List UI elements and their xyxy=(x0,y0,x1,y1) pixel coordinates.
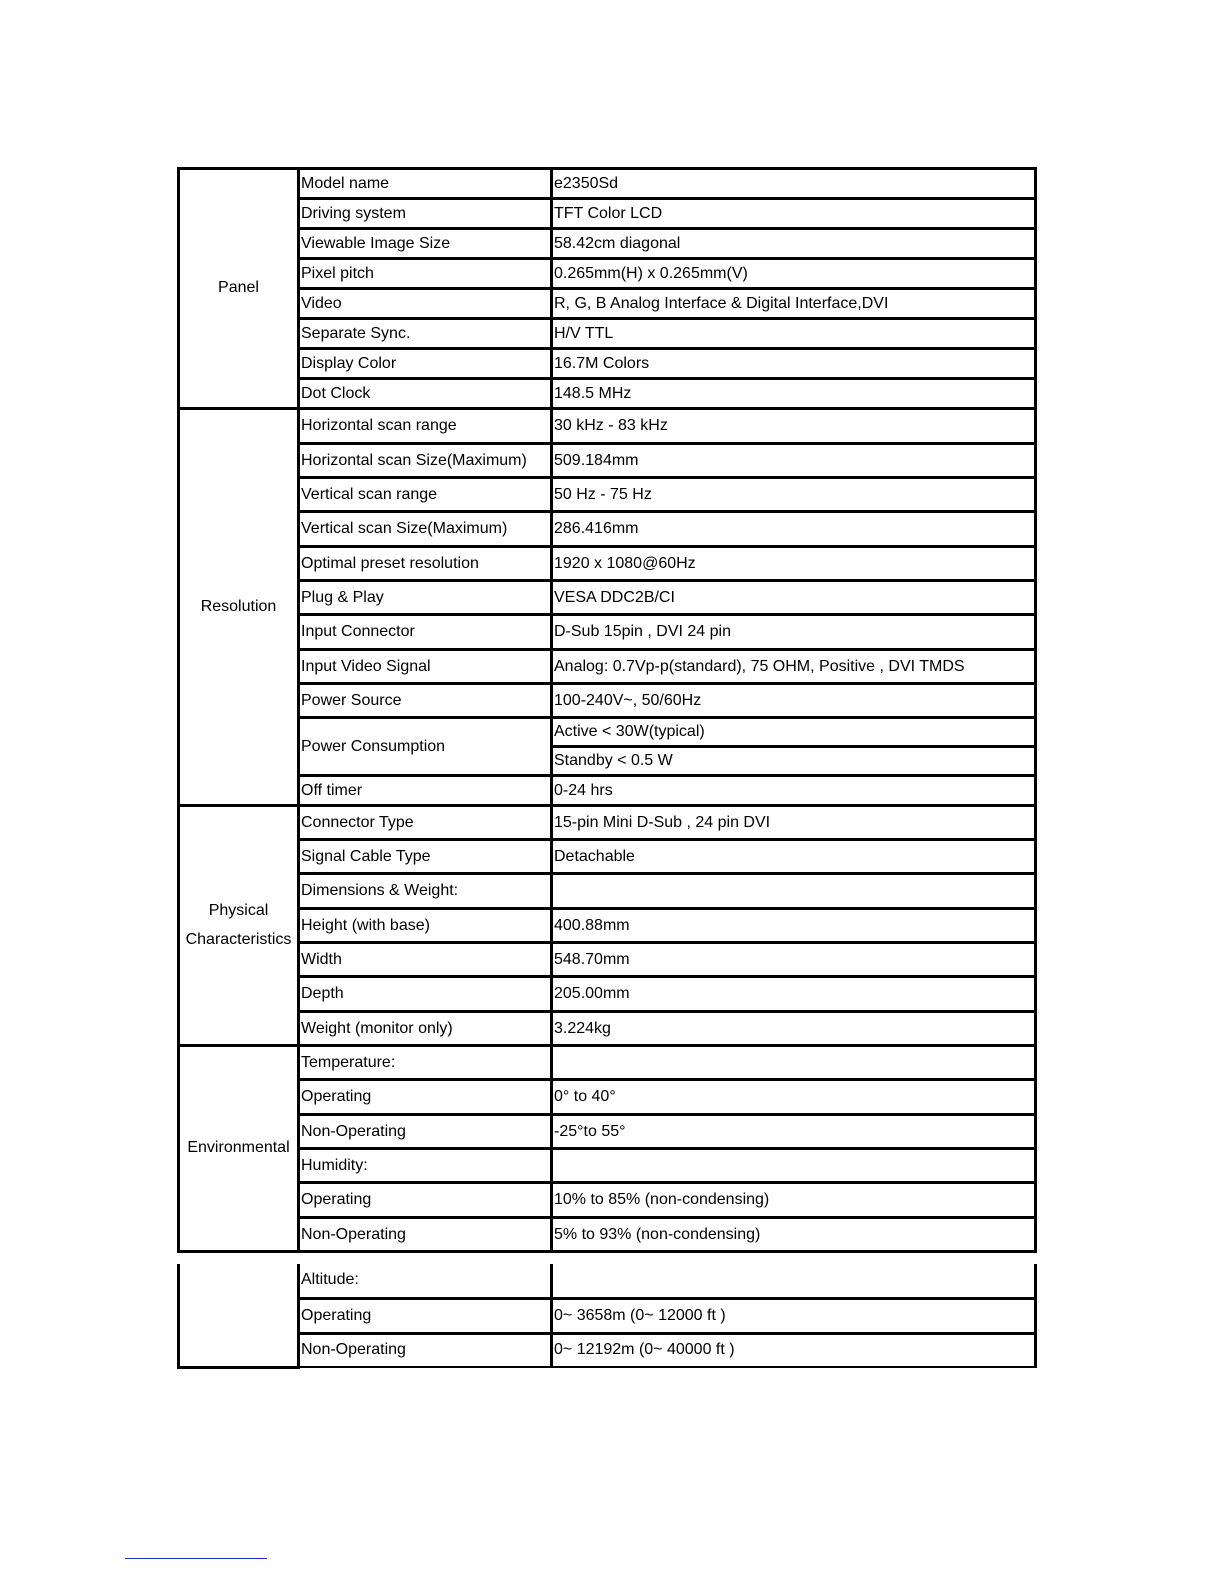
spec-value: 0-24 hrs xyxy=(552,776,1036,806)
spec-label: Non-Operating xyxy=(299,1333,552,1367)
spec-value: 0~ 3658m (0~ 12000 ft ) xyxy=(552,1298,1036,1333)
category-line: Physical xyxy=(208,901,269,919)
table-row xyxy=(179,1012,1036,1046)
category-empty xyxy=(179,1264,299,1367)
spec-value: 148.5 MHz xyxy=(552,379,1036,409)
spec-value: Standby < 0.5 W xyxy=(552,747,1036,776)
spec-label: Vertical scan range xyxy=(299,478,552,512)
spec-value: 548.70mm xyxy=(552,943,1036,977)
spec-value: R, G, B Analog Interface & Digital Interface,DVI xyxy=(552,289,1036,319)
spec-label: Separate Sync. xyxy=(299,319,552,349)
spec-label: Horizontal scan Size(Maximum) xyxy=(299,444,552,478)
spec-value xyxy=(552,874,1036,909)
spec-value: VESA DDC2B/CI xyxy=(552,581,1036,615)
table-row xyxy=(179,229,1036,259)
spec-value: 400.88mm xyxy=(552,909,1036,943)
table-row xyxy=(179,1115,1036,1149)
spec-label: Off timer xyxy=(299,776,552,806)
spec-label: Input Video Signal xyxy=(299,650,552,684)
table-row xyxy=(179,169,1036,199)
spec-label: Temperature: xyxy=(299,1046,552,1080)
table-row xyxy=(179,909,1036,943)
category-line: Characteristics xyxy=(185,930,292,948)
table-row xyxy=(179,199,1036,229)
table-row xyxy=(179,1298,1036,1333)
table-row xyxy=(179,1333,1036,1367)
table-row xyxy=(179,1080,1036,1115)
spec-value: 16.7M Colors xyxy=(552,349,1036,379)
spec-label: Width xyxy=(299,943,552,977)
spec-value: e2350Sd xyxy=(552,169,1036,199)
spec-value: 100-240V~, 50/60Hz xyxy=(552,684,1036,718)
table-row xyxy=(179,444,1036,478)
spec-value: 0° to 40° xyxy=(552,1080,1036,1115)
table-row xyxy=(179,977,1036,1012)
spec-label: Dimensions & Weight: xyxy=(299,874,552,909)
spec-label: Operating xyxy=(299,1183,552,1218)
spec-value: 30 kHz - 83 kHz xyxy=(552,409,1036,444)
spec-value: Detachable xyxy=(552,840,1036,874)
category-environmental: Environmental xyxy=(179,1046,299,1252)
spec-label: Viewable Image Size xyxy=(299,229,552,259)
spec-label: Weight (monitor only) xyxy=(299,1012,552,1046)
spec-label: Power Source xyxy=(299,684,552,718)
table-row xyxy=(179,349,1036,379)
spec-value: 286.416mm xyxy=(552,512,1036,547)
category-panel: Panel xyxy=(179,169,299,409)
spec-value: 205.00mm xyxy=(552,977,1036,1012)
category-physical xyxy=(179,806,299,1046)
table-row xyxy=(179,874,1036,909)
table-row xyxy=(179,943,1036,977)
footer-link-underline xyxy=(125,1558,267,1559)
table-row xyxy=(179,1149,1036,1183)
table-row xyxy=(179,478,1036,512)
spec-value: H/V TTL xyxy=(552,319,1036,349)
table-row xyxy=(179,615,1036,650)
spec-label: Non-Operating xyxy=(299,1218,552,1252)
table-row xyxy=(179,776,1036,806)
spec-value: Active < 30W(typical) xyxy=(552,718,1036,747)
spec-label: Height (with base) xyxy=(299,909,552,943)
spec-label: Horizontal scan range xyxy=(299,409,552,444)
spec-label: Pixel pitch xyxy=(299,259,552,289)
spec-value: 1920 x 1080@60Hz xyxy=(552,547,1036,581)
spec-label: Power Consumption xyxy=(299,718,552,776)
spec-label: Signal Cable Type xyxy=(299,840,552,874)
table-row xyxy=(179,289,1036,319)
spec-label: Driving system xyxy=(299,199,552,229)
spec-value: TFT Color LCD xyxy=(552,199,1036,229)
spec-value: 0~ 12192m (0~ 40000 ft ) xyxy=(552,1333,1036,1367)
table-row xyxy=(179,379,1036,409)
spec-label: Input Connector xyxy=(299,615,552,650)
spec-label: Humidity: xyxy=(299,1149,552,1183)
spec-label: Dot Clock xyxy=(299,379,552,409)
spec-label: Altitude: xyxy=(299,1264,552,1298)
spec-label: Optimal preset resolution xyxy=(299,547,552,581)
spec-label: Vertical scan Size(Maximum) xyxy=(299,512,552,547)
spec-value: D-Sub 15pin , DVI 24 pin xyxy=(552,615,1036,650)
spec-value: 5% to 93% (non-condensing) xyxy=(552,1218,1036,1252)
table-row xyxy=(179,512,1036,547)
spec-table-continued xyxy=(177,1264,1037,1369)
spec-value: 15-pin Mini D-Sub , 24 pin DVI xyxy=(552,806,1036,840)
table-row xyxy=(179,319,1036,349)
spec-label: Video xyxy=(299,289,552,319)
table-row xyxy=(179,718,1036,747)
table-row xyxy=(179,1264,1036,1298)
spec-value: Analog: 0.7Vp-p(standard), 75 OHM, Positive , DVI TMDS xyxy=(552,650,1036,684)
table-row xyxy=(179,684,1036,718)
spec-label: Operating xyxy=(299,1080,552,1115)
spec-value: 0.265mm(H) x 0.265mm(V) xyxy=(552,259,1036,289)
spec-label: Plug & Play xyxy=(299,581,552,615)
spec-label: Non-Operating xyxy=(299,1115,552,1149)
table-row xyxy=(179,1046,1036,1080)
spec-value: -25°to 55° xyxy=(552,1115,1036,1149)
spec-value xyxy=(552,1149,1036,1183)
spec-label: Display Color xyxy=(299,349,552,379)
table-row xyxy=(179,547,1036,581)
table-row xyxy=(179,806,1036,840)
spec-label: Connector Type xyxy=(299,806,552,840)
table-row xyxy=(179,581,1036,615)
category-resolution: Resolution xyxy=(179,409,299,806)
spec-value: 10% to 85% (non-condensing) xyxy=(552,1183,1036,1218)
spec-value xyxy=(552,1264,1036,1298)
table-row xyxy=(179,409,1036,444)
table-row xyxy=(179,259,1036,289)
spec-value xyxy=(552,1046,1036,1080)
spec-value: 3.224kg xyxy=(552,1012,1036,1046)
spec-value: 50 Hz - 75 Hz xyxy=(552,478,1036,512)
table-row xyxy=(179,1183,1036,1218)
spec-label: Depth xyxy=(299,977,552,1012)
table-row xyxy=(179,650,1036,684)
table-row xyxy=(179,1218,1036,1252)
spec-label: Operating xyxy=(299,1298,552,1333)
spec-value: 509.184mm xyxy=(552,444,1036,478)
spec-label: Model name xyxy=(299,169,552,199)
spec-value: 58.42cm diagonal xyxy=(552,229,1036,259)
table-row xyxy=(179,840,1036,874)
spec-table xyxy=(177,167,1037,1253)
